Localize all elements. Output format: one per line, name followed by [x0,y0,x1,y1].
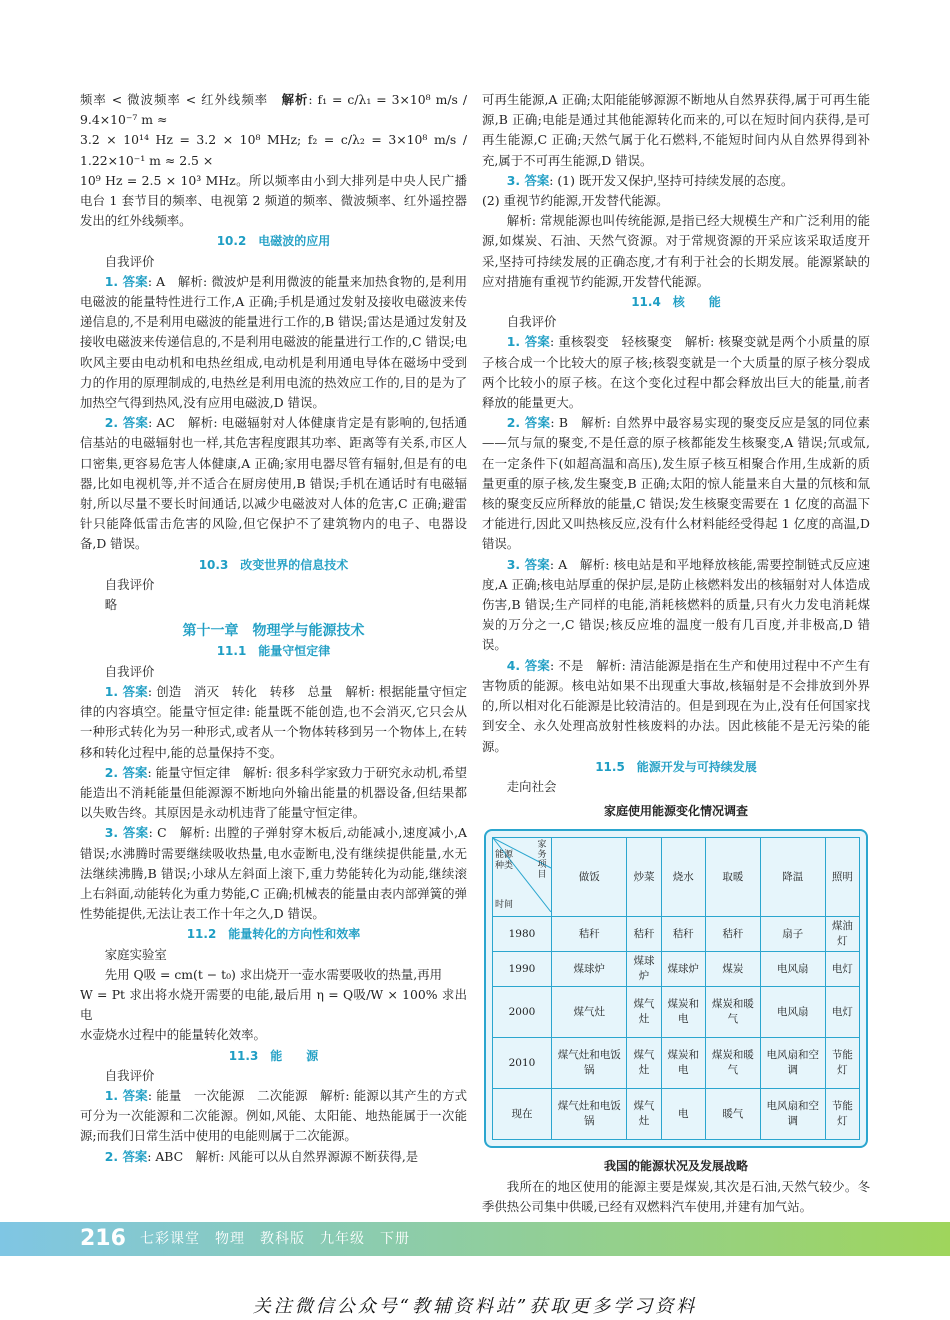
corner-label-time: 时间 [495,900,514,911]
row-year: 2010 [493,1038,552,1089]
answer-continued: 可再生能源,A 正确;太阳能能够源源不断地从自然界获得,属于可再生能源,B 正确;电能是通过其他能源转化而来的,可以在短时间内获得,是可再生能源,C 正确;天然气属于化石燃料,不能短时间内从自然界得到补充,属于不可再生能源,D 错误。 [482,92,870,168]
home-lab-text: 水壶烧水过程中的能量转化效率。 [80,1027,266,1043]
answer-item: 3. 答案: C 解析: 出膛的子弹射穿木板后,动能减小,速度减小,A 错误;水沸腾时需要继续吸收热量,电水壶断电,没有继续提供能量,水无法继续沸腾,B 错误;小球从左斜面上滚下,重力势能转化为动能,继续滚上右斜面,动能转化为重力势能,C 正确;机械表的能量由表内部弹簧的弹性势能提供,无法让表工作十年之久,D 错误。 [80,825,467,922]
final-paragraph: 我所在的地区使用的能源主要是煤炭,其次是石油,天然气较少。冬季供热公司集中供暖,已经有双燃料汽车使用,并建有加气站。 [482,1178,870,1214]
wechat-notice: 关注微信公众号“教辅资料站”获取更多学习资料 [252,1296,698,1317]
section-heading-11-3: 11.3 能 源 [228,1048,319,1063]
section-heading-11-5: 11.5 能源开发与可持续发展 [595,759,757,774]
section-heading-11-1: 11.1 能量守恒定律 [216,644,331,659]
table-cell: 扇子 [760,917,825,952]
answer-item: 3. 答案: A 解析: 核电站是和平地释放核能,需要控制链式反应速度,A 正确;核电站厚重的保护层,是防止核燃料发出的核辐射对人体造成伤害,B 错误;生产同样的电能,消耗核燃料的质量,只有火力发电消耗煤炭的万分之一,C 错误;核反应堆的温度一般有几百度,并非极高,D 错误。 [482,556,870,653]
table-row [493,1089,860,1140]
answer-item: 1. 答案: 重核裂变 轻核聚变 解析: 核聚变就是两个小质量的原子核合成一个比较大的原子核;核裂变就是一个大质量的原子核分裂成两个比较小的原子核。在这个变化过程中都会释放出巨大的能量,前者释放的能量更大。 [482,334,870,411]
table-cell: 煤气灶 [627,1038,661,1089]
table-cell: 煤气灶和电饭锅 [552,1038,627,1089]
left-column [80,90,467,1167]
answer-item: 3. 答案: (1) 既开发又保护,坚持可持续发展的态度。 [506,172,794,188]
table-cell: 煤气灶 [552,987,627,1038]
table-cell: 电灯 [825,987,859,1038]
table-cell: 煤炭和暖气 [705,1038,760,1089]
answer-item: 2. 答案: B 解析: 自然界中最容易实现的聚变反应是氢的同位素——氘与氚的聚变,不是任意的原子核都能发生核聚变,A 错误;氘或氚,在一定条件下(如超高温和高压),发生原子核互相聚合作用,生成新的质量更重的原子核,发生聚变,B 正确;太阳的惊人能量来自大量的氘核和氚核的聚变反应所释放的能量,C 错误;发生核聚变需要在 1 亿度的高温下才能进行,因此又叫热核反应,没有什么材料能经受得起 1 亿度的高温,D 错误。 [482,415,870,552]
table-cell: 秸秆 [705,917,760,952]
table-cell: 煤炭 [705,952,760,987]
column-header: 炒菜 [627,838,661,917]
table-cell: 煤炭和电 [661,1038,705,1089]
answer-item: 2. 答案: ABC 解析: 风能可以从自然界源源不断获得,是 [104,1148,419,1164]
table-cell: 煤气灶 [627,1089,661,1140]
column-header: 照明 [825,838,859,917]
freq-calc: 3.2 × 10¹⁴ Hz = 3.2 × 10⁸ MHz; f₂ = c/λ₂ = 3×10⁸ m/s / 1.22×10⁻¹ m ≈ 2.5 × [80,132,467,168]
answer-item: 2. 答案: 能量守恒定律 解析: 很多科学家致力于研究永动机,希望能造出不消耗能量但能源源不断地向外输出能量的机器设备,但结果都以失败告终。其原因是永动机违背了能量守恒定律。 [80,764,467,821]
table-cell: 电风扇和空调 [760,1089,825,1140]
home-lab-label: 家庭实验室 [104,946,167,962]
table-cell: 煤球炉 [552,952,627,987]
answer-explanation: 解析: 常规能源也叫传统能源,是指已经大规模生产和广泛利用的能源,如煤炭、石油、天然气资源。对于常规资源的开采应该采取适度开采,坚持可持续发展的正确态度,才有利于社会的长期发展。能源紧缺的应对措施有重视节约能源,开发替代能源。 [482,213,870,289]
table-cell: 暖气 [705,1089,760,1140]
table-row [493,987,860,1038]
section-heading-11-2: 11.2 能量转化的方向性和效率 [186,927,361,942]
sub-title: 我国的能源状况及发展战略 [603,1159,748,1174]
column-header: 做饭 [552,838,627,917]
right-column [482,90,870,1217]
energy-survey-table-frame [484,829,868,1148]
corner-label-task: 家务项目 [537,840,547,881]
table-cell: 电风扇和空调 [760,1038,825,1089]
table-cell: 节能灯 [825,1089,859,1140]
column-header: 取暖 [705,838,760,917]
row-year: 1980 [493,917,552,952]
home-lab-text: W = Pt 求出将水烧开需要的电能,最后用 η = Q吸/W × 100% 求出电 [80,986,467,1023]
table-corner-cell [493,838,552,917]
table-cell: 煤炭和暖气 [705,987,760,1038]
freq-conclusion: 10⁹ Hz = 2.5 × 10³ MHz。所以频率由小到大排列是中央人民广播电台 1 套节目的频率、电视第 2 频道的频率、微波频率、红外遥控器发出的红外线频率。 [80,172,467,229]
table-cell: 秸秆 [627,917,661,952]
table-row [493,1038,860,1089]
table-cell: 电灯 [825,952,859,987]
corner-label-energy: 能源种类 [495,850,514,872]
table-cell: 煤气灶和电饭锅 [552,1089,627,1140]
table-row [493,917,860,952]
column-header: 烧水 [661,838,705,917]
page-number: 216 [80,1226,126,1251]
answer-item: 1. 答案: A 解析: 微波炉是利用微波的能量来加热食物的,是利用电磁波的能量特性进行工作,A 正确;手机是通过发射及接收电磁波来传递信息的,不是利用电磁波的能量进行工作的,B 错误;雷达是通过发射及接收电磁波来传递信息的,不是利用电磁波的能量进行工作的,C 错误;电吹风主要由电动机和电热丝组成,电动机是利用通电导体在磁场中受到力的作用的原理制成的,电热丝是利用电流的热效应工作的,目的是为了加热空气得到热风,没有应用电磁波,D 错误。 [80,273,467,411]
self-eval-label: 自我评价 [104,663,155,679]
section-heading-10-3: 10.3 改变世界的信息技术 [198,557,349,572]
omitted-text: 略 [104,597,118,613]
section-heading-10-2: 10.2 电磁波的应用 [216,234,331,249]
row-year: 现在 [493,1089,552,1140]
table-cell: 电风扇 [760,987,825,1038]
row-year: 2000 [493,987,552,1038]
answer-item-part: (2) 重视节约能源,开发替代能源。 [482,193,669,209]
table-cell: 电 [661,1089,705,1140]
table-cell: 秸秆 [552,917,627,952]
self-eval-label: 自我评价 [104,576,155,592]
table-cell: 节能灯 [825,1038,859,1089]
self-eval-label: 自我评价 [506,314,557,330]
table-cell: 电风扇 [760,952,825,987]
chapter-heading: 第十一章 物理学与能源技术 [182,623,365,640]
answer-item: 2. 答案: AC 解析: 电磁辐射对人体健康肯定是有影响的,包括通信基站的电磁辐射也一样,其危害程度跟其功率、距离等有关系,市区人口密集,更容易危害人体健康,A 正确;家用电器尽管有辐射,但是有的电器,比如电视机等,并不适合在厨房使用,B 错误;手机在通话时有电磁辐射,所以尽量不要长时间通话,以减少电磁波对人体的危害,C 正确;避雷针只能降低雷击危害的风险,但它保护不了建筑物内的电子、电器设备,D 错误。 [80,415,467,552]
table-cell: 煤油灯 [825,917,859,952]
table-cell: 煤炭和电 [661,987,705,1038]
row-year: 1990 [493,952,552,987]
self-eval-label: 自我评价 [104,1067,155,1083]
answer-item: 1. 答案: 创造 消灭 转化 转移 总量 解析: 根据能量守恒定律的内容填空。能量守恒定律: 能量既不能创造,也不会消灭,它只会从一种形式转化为另一种形式,或者从一个物体转移到另一个物体上,在转移和转化过程中,能的总量保持不变。 [80,683,467,760]
table-cell: 煤球炉 [627,952,661,987]
table-cell: 煤气灶 [627,987,661,1038]
answer-item: 4. 答案: 不是 解析: 清洁能源是指在生产和使用过程中不产生有害物质的能源。核电站如果不出现重大事故,核辐射是不会排放到外界的,所以相对化石能源是比较清洁的。但是到现在为止,没有任何国家找到安全、永久处理高放射性核废料的办法。因此核能不是无污染的能源。 [482,657,870,754]
answer-item: 1. 答案: 能量 一次能源 二次能源 解析: 能源以其产生的方式可分为一次能源和二次能源。例如,风能、太阳能、地热能属于一次能源;而我们日常生活中使用的电能则属于二次能源。 [80,1087,467,1144]
column-header: 降温 [760,838,825,917]
self-eval-label: 自我评价 [104,253,155,269]
table-title: 家庭使用能源变化情况调查 [603,804,748,819]
table-row [493,952,860,987]
society-label: 走向社会 [506,778,557,794]
book-title: 七彩课堂 物理 教科版 九年级 下册 [140,1231,410,1247]
table-cell: 煤球炉 [661,952,705,987]
energy-survey-table [492,837,860,1140]
table-cell: 秸秆 [661,917,705,952]
section-heading-11-4: 11.4 核 能 [631,295,721,310]
home-lab-text: 先用 Q吸 = cm(t − t₀) 求出烧开一壶水需要吸收的热量,再用 [104,966,442,982]
freq-order: 频率 < 微波频率 < 红外线频率 解析: f₁ = c/λ₁ = 3×10⁸ m/s / 9.4×10⁻⁷ m ≈ [80,92,468,128]
